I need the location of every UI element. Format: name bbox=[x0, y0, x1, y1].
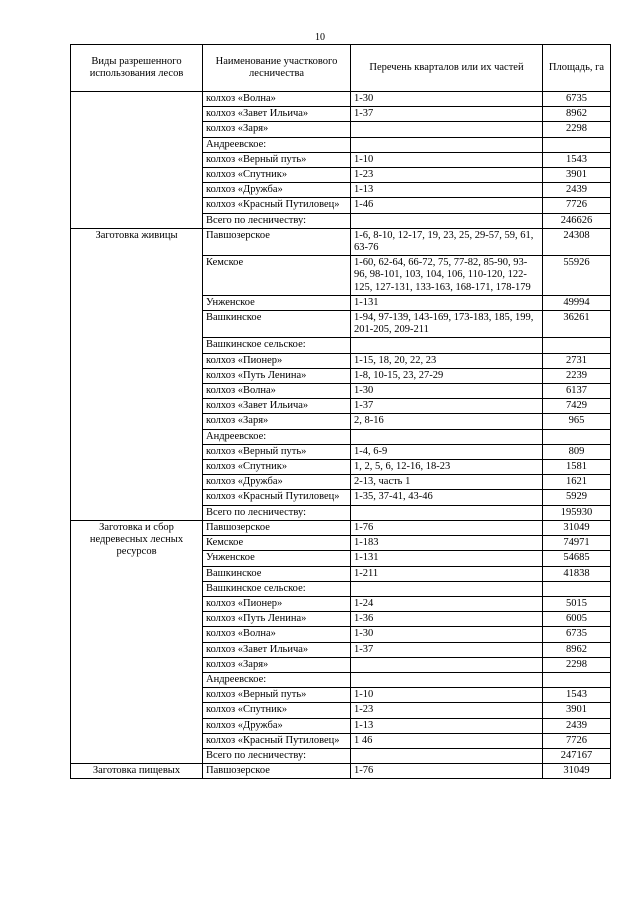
forestry-cell: колхоз «Завет Ильича» bbox=[203, 107, 351, 122]
forestry-cell: колхоз «Спутник» bbox=[203, 460, 351, 475]
quarters-cell: 1-13 bbox=[351, 718, 543, 733]
header-forestry: Наименование участкового лесничества bbox=[203, 45, 351, 92]
forestry-cell: колхоз «Заря» bbox=[203, 414, 351, 429]
quarters-cell: 1-10 bbox=[351, 152, 543, 167]
quarters-cell: 1-13 bbox=[351, 183, 543, 198]
forestry-cell: колхоз «Завет Ильича» bbox=[203, 399, 351, 414]
table-row bbox=[71, 92, 611, 107]
quarters-cell: 1-131 bbox=[351, 551, 543, 566]
forestry-cell: Павшозерское bbox=[203, 228, 351, 255]
area-cell: 1581 bbox=[543, 460, 611, 475]
area-cell bbox=[543, 429, 611, 444]
area-cell: 1543 bbox=[543, 688, 611, 703]
forestry-cell: Вашкинское сельское: bbox=[203, 338, 351, 353]
forestry-cell: колхоз «Красный Путиловец» bbox=[203, 733, 351, 748]
forestry-cell: Всего по лесничеству: bbox=[203, 213, 351, 228]
quarters-cell: 2, 8-16 bbox=[351, 414, 543, 429]
area-cell: 31049 bbox=[543, 520, 611, 535]
area-cell: 809 bbox=[543, 444, 611, 459]
area-cell: 24308 bbox=[543, 228, 611, 255]
area-cell: 7726 bbox=[543, 198, 611, 213]
forestry-cell: колхоз «Пионер» bbox=[203, 353, 351, 368]
forestry-cell: колхоз «Заря» bbox=[203, 657, 351, 672]
use-type-cell: Заготовка и сбор недревесных лесных ресурсов bbox=[71, 520, 203, 763]
area-cell: 2439 bbox=[543, 183, 611, 198]
forestry-cell: Унженское bbox=[203, 295, 351, 310]
area-cell: 54685 bbox=[543, 551, 611, 566]
quarters-cell: 1-35, 37-41, 43-46 bbox=[351, 490, 543, 505]
quarters-cell: 1, 2, 5, 6, 12-16, 18-23 bbox=[351, 460, 543, 475]
forestry-cell: колхоз «Дружба» bbox=[203, 475, 351, 490]
quarters-cell bbox=[351, 505, 543, 520]
quarters-cell: 1 46 bbox=[351, 733, 543, 748]
header-quarters: Перечень кварталов или их частей bbox=[351, 45, 543, 92]
area-cell: 5015 bbox=[543, 596, 611, 611]
forestry-cell: колхоз «Путь Ленина» bbox=[203, 368, 351, 383]
forestry-cell: колхоз «Дружба» bbox=[203, 718, 351, 733]
quarters-cell: 1-23 bbox=[351, 703, 543, 718]
quarters-cell: 1-60, 62-64, 66-72, 75, 77-82, 85-90, 93-96, 98-101, 103, 104, 106, 110-120, 122-125, 127-131, 133-163, 168-171, 178-179 bbox=[351, 256, 543, 296]
quarters-cell: 1-30 bbox=[351, 627, 543, 642]
quarters-cell: 1-8, 10-15, 23, 27-29 bbox=[351, 368, 543, 383]
quarters-cell: 2-13, часть 1 bbox=[351, 475, 543, 490]
forestry-cell: колхоз «Завет Ильича» bbox=[203, 642, 351, 657]
header-use-type: Виды разрешенного использования лесов bbox=[71, 45, 203, 92]
forestry-cell: колхоз «Верный путь» bbox=[203, 152, 351, 167]
quarters-cell bbox=[351, 672, 543, 687]
forestry-cell: Андреевское: bbox=[203, 672, 351, 687]
quarters-cell: 1-24 bbox=[351, 596, 543, 611]
forestry-cell: колхоз «Волна» bbox=[203, 627, 351, 642]
area-cell: 2298 bbox=[543, 122, 611, 137]
quarters-cell bbox=[351, 122, 543, 137]
forestry-cell: колхоз «Спутник» bbox=[203, 168, 351, 183]
area-cell bbox=[543, 672, 611, 687]
quarters-cell bbox=[351, 657, 543, 672]
quarters-cell: 1-76 bbox=[351, 764, 543, 779]
quarters-cell bbox=[351, 213, 543, 228]
area-cell: 49994 bbox=[543, 295, 611, 310]
quarters-cell: 1-4, 6-9 bbox=[351, 444, 543, 459]
forestry-cell: колхоз «Пионер» bbox=[203, 596, 351, 611]
header-area: Площадь, га bbox=[543, 45, 611, 92]
area-cell: 8962 bbox=[543, 642, 611, 657]
forestry-cell: Кемское bbox=[203, 536, 351, 551]
quarters-cell: 1-30 bbox=[351, 384, 543, 399]
use-type-cell: Заготовка живицы bbox=[71, 228, 203, 520]
quarters-cell: 1-23 bbox=[351, 168, 543, 183]
forestry-cell: Всего по лесничеству: bbox=[203, 748, 351, 763]
area-cell bbox=[543, 581, 611, 596]
area-cell: 6735 bbox=[543, 627, 611, 642]
quarters-cell bbox=[351, 581, 543, 596]
forestry-cell: колхоз «Красный Путиловец» bbox=[203, 490, 351, 505]
table-header-row bbox=[71, 45, 611, 92]
quarters-cell: 1-30 bbox=[351, 92, 543, 107]
quarters-cell: 1-6, 8-10, 12-17, 19, 23, 25, 29-57, 59, 61, 63-76 bbox=[351, 228, 543, 255]
area-cell: 1543 bbox=[543, 152, 611, 167]
area-cell: 2298 bbox=[543, 657, 611, 672]
use-type-cell bbox=[71, 92, 203, 229]
area-cell: 55926 bbox=[543, 256, 611, 296]
area-cell: 6735 bbox=[543, 92, 611, 107]
area-cell: 6005 bbox=[543, 612, 611, 627]
area-cell: 7429 bbox=[543, 399, 611, 414]
quarters-cell bbox=[351, 429, 543, 444]
quarters-cell: 1-37 bbox=[351, 399, 543, 414]
quarters-cell: 1-183 bbox=[351, 536, 543, 551]
quarters-cell: 1-131 bbox=[351, 295, 543, 310]
quarters-cell: 1-37 bbox=[351, 107, 543, 122]
area-cell: 1621 bbox=[543, 475, 611, 490]
area-cell: 5929 bbox=[543, 490, 611, 505]
table-row bbox=[71, 764, 611, 779]
area-cell: 74971 bbox=[543, 536, 611, 551]
forestry-cell: колхоз «Волна» bbox=[203, 384, 351, 399]
table-row bbox=[71, 228, 611, 255]
forestry-cell: Всего по лесничеству: bbox=[203, 505, 351, 520]
area-cell: 2239 bbox=[543, 368, 611, 383]
area-cell: 965 bbox=[543, 414, 611, 429]
quarters-cell: 1-46 bbox=[351, 198, 543, 213]
forestry-cell: колхоз «Верный путь» bbox=[203, 444, 351, 459]
forestry-cell: Павшозерское bbox=[203, 764, 351, 779]
area-cell: 6137 bbox=[543, 384, 611, 399]
quarters-cell: 1-211 bbox=[351, 566, 543, 581]
forestry-cell: колхоз «Дружба» bbox=[203, 183, 351, 198]
forestry-cell: Андреевское: bbox=[203, 137, 351, 152]
forestry-cell: колхоз «Заря» bbox=[203, 122, 351, 137]
area-cell: 3901 bbox=[543, 168, 611, 183]
forestry-cell: Андреевское: bbox=[203, 429, 351, 444]
area-cell: 7726 bbox=[543, 733, 611, 748]
quarters-cell: 1-36 bbox=[351, 612, 543, 627]
quarters-cell bbox=[351, 137, 543, 152]
quarters-cell: 1-15, 18, 20, 22, 23 bbox=[351, 353, 543, 368]
area-cell: 31049 bbox=[543, 764, 611, 779]
forestry-cell: Кемское bbox=[203, 256, 351, 296]
area-cell: 41838 bbox=[543, 566, 611, 581]
area-cell bbox=[543, 338, 611, 353]
page-number: 10 bbox=[315, 32, 325, 43]
forestry-cell: колхоз «Верный путь» bbox=[203, 688, 351, 703]
forestry-cell: колхоз «Красный Путиловец» bbox=[203, 198, 351, 213]
forestry-cell: колхоз «Волна» bbox=[203, 92, 351, 107]
forestry-cell: Вашкинское bbox=[203, 566, 351, 581]
forestry-cell: Вашкинское сельское: bbox=[203, 581, 351, 596]
area-cell: 195930 bbox=[543, 505, 611, 520]
quarters-cell: 1-94, 97-139, 143-169, 173-183, 185, 199, 201-205, 209-211 bbox=[351, 311, 543, 338]
area-cell: 3901 bbox=[543, 703, 611, 718]
forest-use-table bbox=[70, 44, 611, 779]
area-cell: 36261 bbox=[543, 311, 611, 338]
forestry-cell: Вашкинское bbox=[203, 311, 351, 338]
area-cell: 8962 bbox=[543, 107, 611, 122]
area-cell: 247167 bbox=[543, 748, 611, 763]
area-cell: 246626 bbox=[543, 213, 611, 228]
table-row bbox=[71, 520, 611, 535]
quarters-cell bbox=[351, 338, 543, 353]
area-cell bbox=[543, 137, 611, 152]
area-cell: 2439 bbox=[543, 718, 611, 733]
forestry-cell: Павшозерское bbox=[203, 520, 351, 535]
forestry-cell: Унженское bbox=[203, 551, 351, 566]
quarters-cell: 1-76 bbox=[351, 520, 543, 535]
quarters-cell: 1-37 bbox=[351, 642, 543, 657]
quarters-cell bbox=[351, 748, 543, 763]
forestry-cell: колхоз «Спутник» bbox=[203, 703, 351, 718]
area-cell: 2731 bbox=[543, 353, 611, 368]
quarters-cell: 1-10 bbox=[351, 688, 543, 703]
table-body bbox=[71, 92, 611, 779]
forestry-cell: колхоз «Путь Ленина» bbox=[203, 612, 351, 627]
use-type-cell: Заготовка пищевых bbox=[71, 764, 203, 779]
